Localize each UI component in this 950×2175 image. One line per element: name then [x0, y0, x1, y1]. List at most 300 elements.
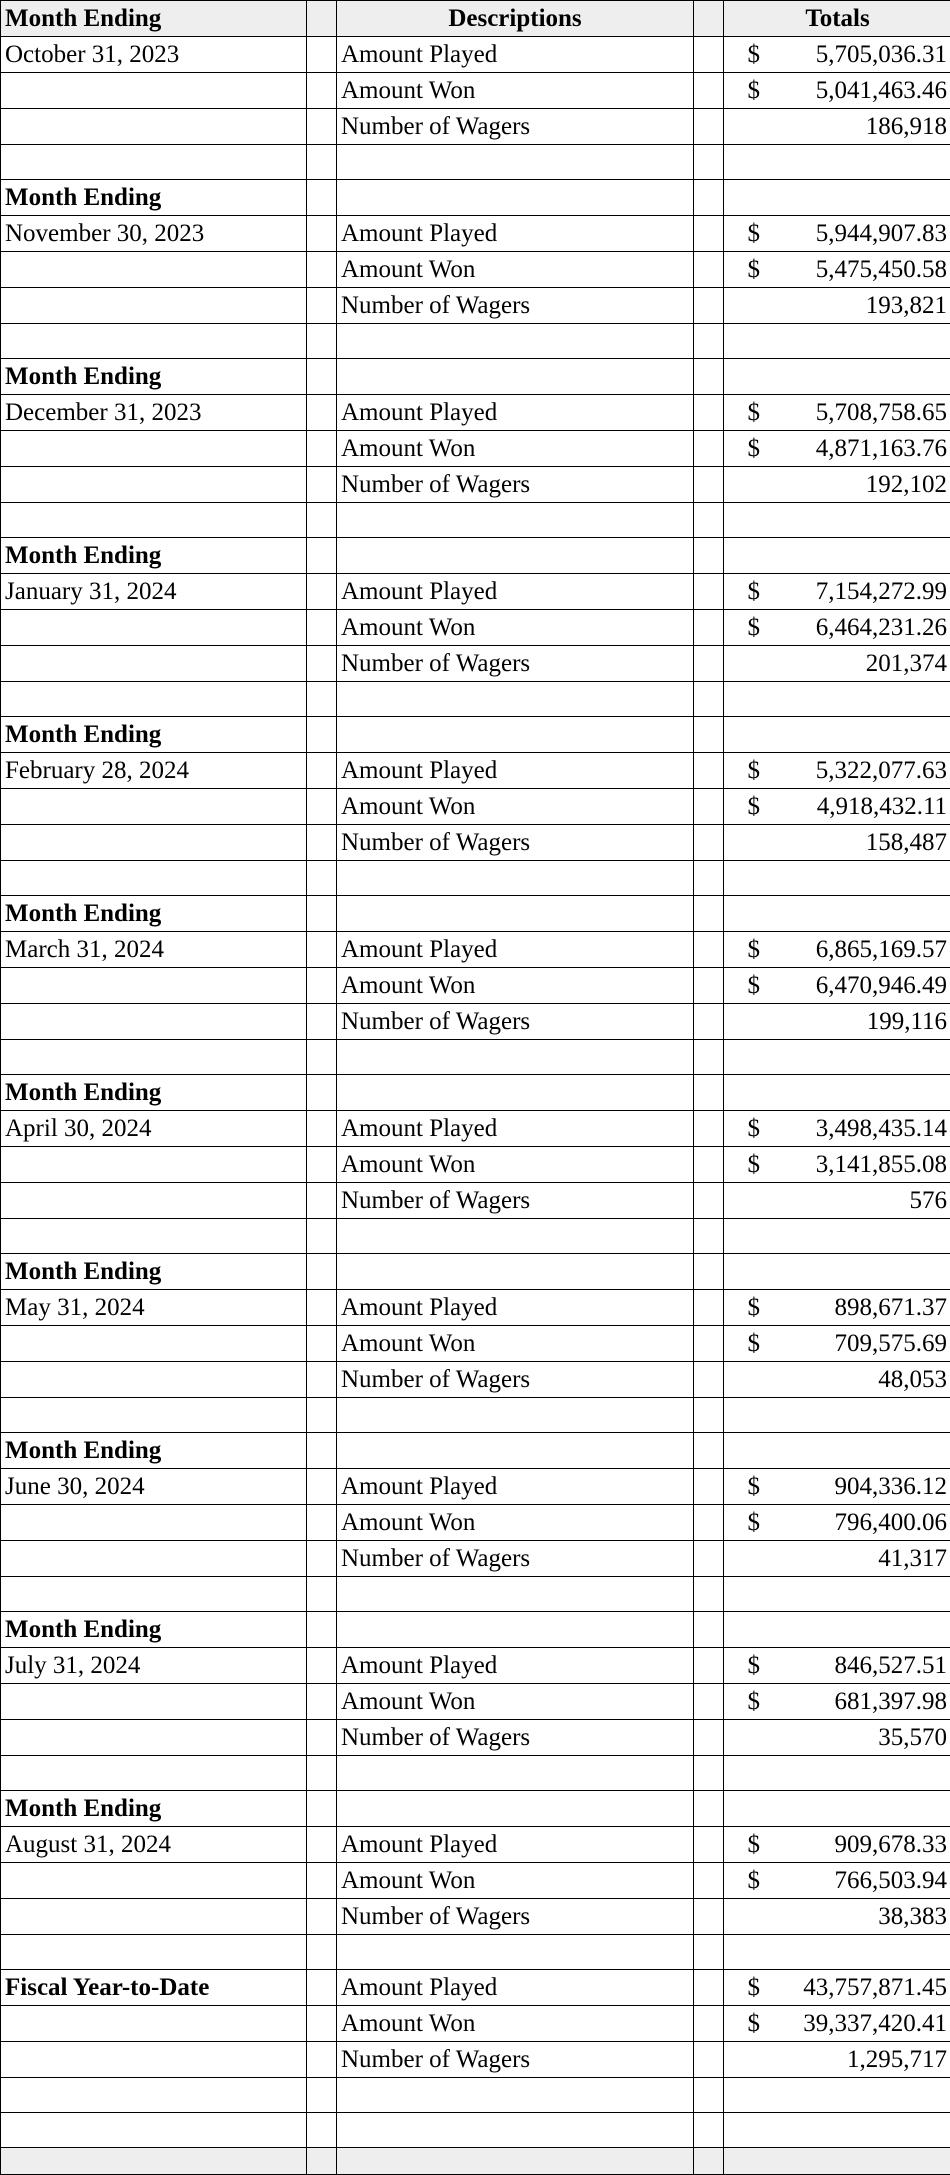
spacer-cell: [307, 861, 337, 896]
spacer-cell: [307, 1433, 337, 1469]
description-number-of-wagers: Number of Wagers: [337, 467, 694, 503]
spacer-cell: [694, 825, 724, 861]
spacer-cell: [694, 2078, 724, 2113]
spacer-cell: [307, 1827, 337, 1863]
spacer-cell: [307, 73, 337, 109]
currency-symbol: $: [724, 37, 784, 73]
amount-played-row: [1, 1827, 950, 1863]
spacer-cell: [694, 574, 724, 610]
currency-cell: [724, 861, 784, 896]
period-title-row: [1, 1791, 950, 1827]
description-number-of-wagers: Number of Wagers: [337, 2042, 694, 2078]
spacer-cell: [307, 1254, 337, 1290]
amount-played-value: 846,527.51: [784, 1648, 950, 1684]
spacer-cell: [694, 932, 724, 968]
spacer-cell: [694, 467, 724, 503]
empty-cell: [1, 2042, 307, 2078]
amount-won-value: 4,871,163.76: [784, 431, 950, 467]
description-number-of-wagers: Number of Wagers: [337, 288, 694, 324]
spacer-cell: [694, 503, 724, 538]
period-title: Month Ending: [1, 717, 307, 753]
amount-won-row: [1, 1147, 950, 1183]
empty-cell: [1, 825, 307, 861]
description-amount-played: Amount Played: [337, 574, 694, 610]
footer-row: [1, 2148, 950, 2175]
amount-won-value: 681,397.98: [784, 1684, 950, 1720]
period-title-row: [1, 896, 950, 932]
spacer-cell: [307, 2078, 337, 2113]
currency-symbol: $: [724, 73, 784, 109]
spacer-cell: [307, 1290, 337, 1326]
currency-cell: [724, 288, 784, 324]
spacer-cell: [694, 1648, 724, 1684]
spacer-cell: [694, 1612, 724, 1648]
empty-cell: [1, 968, 307, 1004]
empty-cell: [337, 1577, 694, 1612]
spacer-cell: [307, 1326, 337, 1362]
spacer-cell: [307, 825, 337, 861]
description-amount-played: Amount Played: [337, 395, 694, 431]
spacer-cell: [694, 1505, 724, 1541]
number-of-wagers-row: [1, 1362, 950, 1398]
description-amount-won: Amount Won: [337, 252, 694, 288]
amount-won-value: 766,503.94: [784, 1863, 950, 1899]
spacer-cell: [307, 1147, 337, 1183]
number-of-wagers-row: [1, 825, 950, 861]
currency-symbol: $: [724, 574, 784, 610]
blank-row: [1, 1935, 950, 1970]
spacer-cell: [307, 1756, 337, 1791]
spacer-cell: [694, 395, 724, 431]
total-cell: [784, 896, 950, 932]
spacer-cell: [307, 682, 337, 717]
period-date: May 31, 2024: [1, 1290, 307, 1326]
spacer-cell: [694, 37, 724, 73]
amount-played-row: [1, 395, 950, 431]
amount-won-row: [1, 1505, 950, 1541]
total-cell: [784, 1433, 950, 1469]
description-amount-won: Amount Won: [337, 1684, 694, 1720]
description-amount-won: Amount Won: [337, 1863, 694, 1899]
period-title: Month Ending: [1, 1075, 307, 1111]
description-amount-played: Amount Played: [337, 1827, 694, 1863]
amount-won-value: 709,575.69: [784, 1326, 950, 1362]
description-cell: [337, 359, 694, 395]
description-number-of-wagers: Number of Wagers: [337, 1004, 694, 1040]
total-cell: [784, 717, 950, 753]
spacer-cell: [694, 252, 724, 288]
period-title: Month Ending: [1, 1791, 307, 1827]
total-cell: [784, 1075, 950, 1111]
total-cell: [784, 145, 950, 180]
empty-cell: [1, 2113, 307, 2148]
empty-cell: [1, 467, 307, 503]
spacer-cell: [694, 1183, 724, 1219]
description-number-of-wagers: Number of Wagers: [337, 1899, 694, 1935]
empty-cell: [1, 1863, 307, 1899]
currency-cell: [724, 896, 784, 932]
number-of-wagers-value: 41,317: [784, 1541, 950, 1577]
blank-row: [1, 145, 950, 180]
amount-won-row: [1, 789, 950, 825]
spacer-cell: [694, 1935, 724, 1970]
description-number-of-wagers: Number of Wagers: [337, 825, 694, 861]
spacer-cell: [694, 1075, 724, 1111]
currency-cell: [724, 145, 784, 180]
spacer-cell: [694, 789, 724, 825]
currency-cell: [724, 1433, 784, 1469]
empty-cell: [337, 1398, 694, 1433]
number-of-wagers-value: 193,821: [784, 288, 950, 324]
spacer-cell: [694, 610, 724, 646]
empty-cell: [1, 861, 307, 896]
spacer-cell: [694, 861, 724, 896]
amount-played-row: [1, 932, 950, 968]
currency-cell: [724, 467, 784, 503]
period-date: April 30, 2024: [1, 1111, 307, 1147]
number-of-wagers-row: [1, 1899, 950, 1935]
empty-cell: [337, 2113, 694, 2148]
number-of-wagers-value: 186,918: [784, 109, 950, 145]
currency-symbol: $: [724, 395, 784, 431]
empty-cell: [337, 682, 694, 717]
currency-cell: [724, 2113, 784, 2148]
period-title: Month Ending: [1, 1433, 307, 1469]
spacer-cell: [307, 1469, 337, 1505]
spacer-cell: [307, 1863, 337, 1899]
blank-row: [1, 861, 950, 896]
empty-cell: [1, 73, 307, 109]
spacer-cell: [307, 968, 337, 1004]
description-cell: [337, 717, 694, 753]
spacer-cell: [694, 1111, 724, 1147]
blank-row: [1, 1577, 950, 1612]
amount-won-value: 5,041,463.46: [784, 73, 950, 109]
empty-cell: [1, 1326, 307, 1362]
header-spacer: [307, 1, 337, 37]
amount-won-row: [1, 431, 950, 467]
currency-symbol: $: [724, 1970, 784, 2006]
period-date: August 31, 2024: [1, 1827, 307, 1863]
amount-played-row: [1, 574, 950, 610]
currency-cell: [724, 1541, 784, 1577]
period-title-row: [1, 1612, 950, 1648]
amount-played-row: [1, 1970, 950, 2006]
spacer-cell: [307, 1935, 337, 1970]
empty-cell: [1, 1720, 307, 1756]
description-number-of-wagers: Number of Wagers: [337, 1183, 694, 1219]
description-cell: [337, 1254, 694, 1290]
empty-cell: [1, 789, 307, 825]
currency-cell: [724, 1362, 784, 1398]
spacer-cell: [307, 1219, 337, 1254]
description-amount-played: Amount Played: [337, 1469, 694, 1505]
currency-symbol: $: [724, 610, 784, 646]
empty-cell: [1, 646, 307, 682]
spacer-cell: [694, 73, 724, 109]
empty-cell: [337, 1040, 694, 1075]
spacer-cell: [307, 574, 337, 610]
total-cell: [784, 1756, 950, 1791]
currency-symbol: $: [724, 252, 784, 288]
currency-symbol: $: [724, 1469, 784, 1505]
empty-cell: [337, 145, 694, 180]
amount-won-row: [1, 73, 950, 109]
spacer-cell: [307, 789, 337, 825]
spacer-cell: [307, 2113, 337, 2148]
spacer-cell: [694, 1577, 724, 1612]
amount-won-value: 5,475,450.58: [784, 252, 950, 288]
currency-symbol: $: [724, 968, 784, 1004]
currency-cell: [724, 109, 784, 145]
spacer-cell: [694, 538, 724, 574]
currency-cell: [724, 359, 784, 395]
period-title: Month Ending: [1, 1612, 307, 1648]
period-title-row: [1, 180, 950, 216]
amount-played-row: [1, 1290, 950, 1326]
description-number-of-wagers: Number of Wagers: [337, 1720, 694, 1756]
description-amount-won: Amount Won: [337, 789, 694, 825]
spacer-cell: [694, 1290, 724, 1326]
spacer-cell: [694, 1362, 724, 1398]
period-title: Month Ending: [1, 180, 307, 216]
spacer-cell: [694, 1970, 724, 2006]
period-date: November 30, 2023: [1, 216, 307, 252]
currency-cell: [724, 1899, 784, 1935]
description-amount-won: Amount Won: [337, 1326, 694, 1362]
number-of-wagers-row: [1, 467, 950, 503]
description-amount-played: Amount Played: [337, 1970, 694, 2006]
currency-symbol: $: [724, 1648, 784, 1684]
period-date: January 31, 2024: [1, 574, 307, 610]
empty-cell: [1, 2006, 307, 2042]
spacer-cell: [694, 682, 724, 717]
currency-cell: [724, 1935, 784, 1970]
spacer-cell: [694, 896, 724, 932]
amount-won-value: 3,141,855.08: [784, 1147, 950, 1183]
empty-cell: [1, 1935, 307, 1970]
description-cell: [337, 1612, 694, 1648]
currency-cell: [724, 1577, 784, 1612]
number-of-wagers-value: 576: [784, 1183, 950, 1219]
description-amount-won: Amount Won: [337, 610, 694, 646]
spacer-cell: [307, 1648, 337, 1684]
total-cell: [784, 1791, 950, 1827]
spacer-cell: [307, 180, 337, 216]
spacer-cell: [694, 717, 724, 753]
spacer-cell: [307, 324, 337, 359]
number-of-wagers-row: [1, 2042, 950, 2078]
number-of-wagers-row: [1, 109, 950, 145]
empty-cell: [1, 109, 307, 145]
currency-cell: [724, 324, 784, 359]
spacer-cell: [307, 1899, 337, 1935]
currency-cell: [724, 1219, 784, 1254]
empty-cell: [337, 1219, 694, 1254]
spacer-cell: [694, 216, 724, 252]
amount-played-row: [1, 1469, 950, 1505]
spacer-cell: [307, 1577, 337, 1612]
spacer-cell: [307, 1720, 337, 1756]
description-cell: [337, 1791, 694, 1827]
blank-row: [1, 324, 950, 359]
amount-played-value: 6,865,169.57: [784, 932, 950, 968]
description-amount-won: Amount Won: [337, 1505, 694, 1541]
total-cell: [784, 1040, 950, 1075]
amount-played-value: 909,678.33: [784, 1827, 950, 1863]
empty-cell: [1, 1147, 307, 1183]
spacer-cell: [307, 1541, 337, 1577]
total-cell: [784, 1398, 950, 1433]
number-of-wagers-row: [1, 288, 950, 324]
currency-cell: [724, 682, 784, 717]
amount-won-row: [1, 610, 950, 646]
spacer-cell: [307, 288, 337, 324]
currency-cell: [724, 1791, 784, 1827]
currency-cell: [724, 1254, 784, 1290]
amount-won-row: [1, 968, 950, 1004]
description-amount-won: Amount Won: [337, 2006, 694, 2042]
currency-symbol: $: [724, 789, 784, 825]
amount-played-row: [1, 216, 950, 252]
spacer-cell: [307, 1612, 337, 1648]
period-date: December 31, 2023: [1, 395, 307, 431]
empty-cell: [1, 1398, 307, 1433]
description-amount-won: Amount Won: [337, 431, 694, 467]
period-title: Month Ending: [1, 538, 307, 574]
currency-cell: [724, 1004, 784, 1040]
spacer-cell: [307, 216, 337, 252]
footer-cell: [337, 2148, 694, 2175]
description-number-of-wagers: Number of Wagers: [337, 646, 694, 682]
number-of-wagers-value: 1,295,717: [784, 2042, 950, 2078]
currency-symbol: $: [724, 1147, 784, 1183]
spacer-cell: [307, 1970, 337, 2006]
description-number-of-wagers: Number of Wagers: [337, 109, 694, 145]
header-descriptions: Descriptions: [337, 1, 694, 37]
amount-won-value: 4,918,432.11: [784, 789, 950, 825]
footer-cell: [724, 2148, 784, 2175]
spacer-cell: [307, 503, 337, 538]
amount-won-row: [1, 252, 950, 288]
spacer-cell: [307, 395, 337, 431]
period-date: February 28, 2024: [1, 753, 307, 789]
period-title-row: [1, 359, 950, 395]
empty-cell: [1, 431, 307, 467]
period-title: Month Ending: [1, 359, 307, 395]
description-number-of-wagers: Number of Wagers: [337, 1541, 694, 1577]
empty-cell: [1, 1756, 307, 1791]
description-amount-played: Amount Played: [337, 1648, 694, 1684]
blank-row: [1, 2078, 950, 2113]
currency-cell: [724, 1756, 784, 1791]
currency-cell: [724, 1398, 784, 1433]
spacer-cell: [694, 2113, 724, 2148]
period-title-row: [1, 717, 950, 753]
description-amount-played: Amount Played: [337, 753, 694, 789]
spacer-cell: [694, 109, 724, 145]
description-amount-won: Amount Won: [337, 73, 694, 109]
spacer-cell: [694, 324, 724, 359]
period-title-row: [1, 538, 950, 574]
spacer-cell: [694, 1720, 724, 1756]
currency-cell: [724, 717, 784, 753]
description-cell: [337, 1075, 694, 1111]
currency-cell: [724, 1075, 784, 1111]
description-amount-won: Amount Won: [337, 1147, 694, 1183]
spacer-cell: [694, 145, 724, 180]
spacer-cell: [307, 1040, 337, 1075]
spacer-cell: [694, 1040, 724, 1075]
header-row: [1, 1, 950, 37]
empty-cell: [1, 324, 307, 359]
currency-symbol: $: [724, 1505, 784, 1541]
spacer-cell: [307, 753, 337, 789]
description-amount-played: Amount Played: [337, 932, 694, 968]
currency-symbol: $: [724, 1111, 784, 1147]
description-cell: [337, 896, 694, 932]
header-spacer: [694, 1, 724, 37]
empty-cell: [1, 145, 307, 180]
spacer-cell: [307, 145, 337, 180]
spacer-cell: [694, 1899, 724, 1935]
amount-played-row: [1, 1648, 950, 1684]
spacer-cell: [694, 968, 724, 1004]
spacer-cell: [694, 1326, 724, 1362]
table-body: [1, 1, 950, 2175]
total-cell: [784, 538, 950, 574]
description-amount-won: Amount Won: [337, 968, 694, 1004]
amount-played-value: 5,708,758.65: [784, 395, 950, 431]
blank-row: [1, 682, 950, 717]
amount-played-row: [1, 37, 950, 73]
spacer-cell: [694, 288, 724, 324]
header-month-ending: Month Ending: [1, 1, 307, 37]
number-of-wagers-value: 199,116: [784, 1004, 950, 1040]
amount-won-value: 6,470,946.49: [784, 968, 950, 1004]
currency-symbol: $: [724, 1326, 784, 1362]
amount-played-row: [1, 1111, 950, 1147]
currency-symbol: $: [724, 1827, 784, 1863]
spacer-cell: [694, 1219, 724, 1254]
empty-cell: [1, 2078, 307, 2113]
description-amount-played: Amount Played: [337, 216, 694, 252]
description-cell: [337, 538, 694, 574]
description-number-of-wagers: Number of Wagers: [337, 1362, 694, 1398]
number-of-wagers-value: 201,374: [784, 646, 950, 682]
currency-cell: [724, 1612, 784, 1648]
number-of-wagers-value: 158,487: [784, 825, 950, 861]
description-amount-played: Amount Played: [337, 37, 694, 73]
spacer-cell: [694, 1541, 724, 1577]
period-title: Month Ending: [1, 1254, 307, 1290]
spacer-cell: [694, 180, 724, 216]
spacer-cell: [694, 1004, 724, 1040]
spacer-cell: [307, 1183, 337, 1219]
currency-symbol: $: [724, 1290, 784, 1326]
empty-cell: [1, 1577, 307, 1612]
blank-row: [1, 1398, 950, 1433]
amount-played-value: 43,757,871.45: [784, 1970, 950, 2006]
spacer-cell: [694, 359, 724, 395]
spacer-cell: [307, 109, 337, 145]
blank-row: [1, 1756, 950, 1791]
empty-cell: [1, 1219, 307, 1254]
spacer-cell: [694, 646, 724, 682]
empty-cell: [337, 2078, 694, 2113]
number-of-wagers-value: 48,053: [784, 1362, 950, 1398]
spacer-cell: [307, 1004, 337, 1040]
